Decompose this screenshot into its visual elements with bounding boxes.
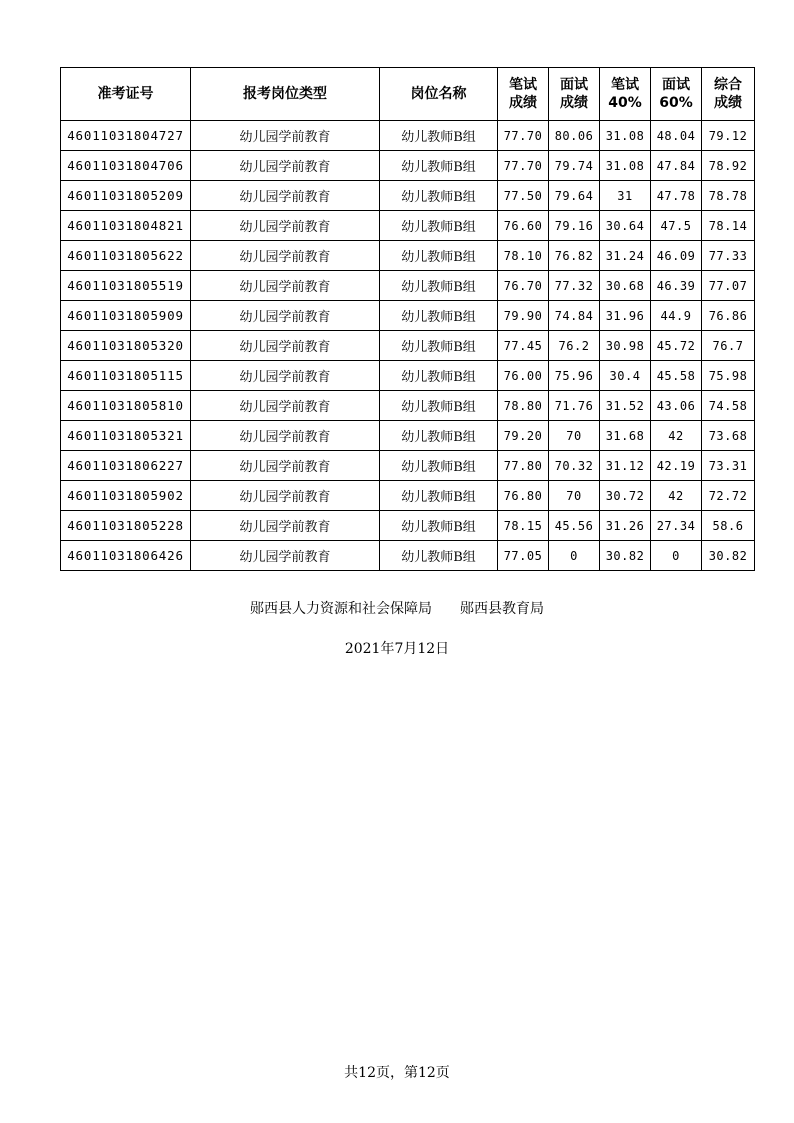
cell-interview-60: 48.04 [651, 121, 702, 151]
cell-interview-score: 70 [549, 421, 600, 451]
cell-written-40: 30.72 [600, 481, 651, 511]
cell-total-score: 77.07 [702, 271, 755, 301]
cell-interview-60: 42 [651, 481, 702, 511]
cell-post-name: 幼儿教师B组 [380, 301, 498, 331]
table-row [61, 361, 755, 391]
issue-date: 2021年7月12日 [344, 641, 450, 657]
cell-total-score: 72.72 [702, 481, 755, 511]
cell-written-score: 77.70 [498, 121, 549, 151]
cell-post-type: 幼儿园学前教育 [191, 421, 380, 451]
table-row [61, 211, 755, 241]
cell-exam-id: 46011031805320 [61, 331, 191, 361]
issuing-organizations [0, 598, 794, 618]
cell-interview-60: 44.9 [651, 301, 702, 331]
cell-interview-score: 77.32 [549, 271, 600, 301]
header-total-score: 综合 成绩 [702, 68, 755, 121]
cell-written-score: 77.70 [498, 151, 549, 181]
cell-exam-id: 46011031805909 [61, 301, 191, 331]
score-table [60, 67, 755, 571]
cell-written-40: 31 [600, 181, 651, 211]
cell-exam-id: 46011031805519 [61, 271, 191, 301]
cell-interview-score: 76.2 [549, 331, 600, 361]
cell-total-score: 76.86 [702, 301, 755, 331]
cell-interview-60: 46.09 [651, 241, 702, 271]
table-row [61, 331, 755, 361]
cell-total-score: 74.58 [702, 391, 755, 421]
cell-exam-id: 46011031804706 [61, 151, 191, 181]
cell-total-score: 78.14 [702, 211, 755, 241]
cell-interview-score: 79.64 [549, 181, 600, 211]
cell-post-type: 幼儿园学前教育 [191, 541, 380, 571]
cell-total-score: 78.78 [702, 181, 755, 211]
table-row [61, 391, 755, 421]
table-row [61, 481, 755, 511]
cell-interview-score: 70.32 [549, 451, 600, 481]
cell-total-score: 58.6 [702, 511, 755, 541]
cell-written-40: 31.24 [600, 241, 651, 271]
cell-post-name: 幼儿教师B组 [380, 361, 498, 391]
cell-post-name: 幼儿教师B组 [380, 511, 498, 541]
table-row [61, 181, 755, 211]
header-post-type: 报考岗位类型 [191, 68, 380, 121]
cell-written-score: 76.60 [498, 211, 549, 241]
cell-written-40: 30.68 [600, 271, 651, 301]
table-row [61, 541, 755, 571]
cell-post-name: 幼儿教师B组 [380, 481, 498, 511]
cell-interview-60: 47.5 [651, 211, 702, 241]
cell-written-40: 31.52 [600, 391, 651, 421]
cell-exam-id: 46011031805209 [61, 181, 191, 211]
cell-written-score: 79.90 [498, 301, 549, 331]
header-interview-score: 面试 成绩 [549, 68, 600, 121]
cell-written-score: 77.50 [498, 181, 549, 211]
cell-interview-score: 79.16 [549, 211, 600, 241]
cell-post-type: 幼儿园学前教育 [191, 121, 380, 151]
cell-written-40: 31.68 [600, 421, 651, 451]
cell-post-type: 幼儿园学前教育 [191, 151, 380, 181]
cell-interview-score: 80.06 [549, 121, 600, 151]
org-education-bureau: 郧西县教育局 [460, 601, 544, 617]
cell-interview-score: 74.84 [549, 301, 600, 331]
table-row [61, 301, 755, 331]
cell-interview-score: 71.76 [549, 391, 600, 421]
cell-interview-score: 79.74 [549, 151, 600, 181]
cell-written-40: 31.08 [600, 151, 651, 181]
cell-post-type: 幼儿园学前教育 [191, 451, 380, 481]
cell-total-score: 78.92 [702, 151, 755, 181]
cell-total-score: 73.68 [702, 421, 755, 451]
cell-interview-60: 42 [651, 421, 702, 451]
cell-written-40: 30.82 [600, 541, 651, 571]
cell-post-name: 幼儿教师B组 [380, 241, 498, 271]
table-row [61, 511, 755, 541]
cell-written-score: 78.80 [498, 391, 549, 421]
cell-exam-id: 46011031805810 [61, 391, 191, 421]
cell-interview-60: 47.78 [651, 181, 702, 211]
cell-total-score: 79.12 [702, 121, 755, 151]
cell-interview-score: 75.96 [549, 361, 600, 391]
header-interview-60: 面试 60% [651, 68, 702, 121]
cell-post-name: 幼儿教师B组 [380, 211, 498, 241]
cell-exam-id: 46011031804821 [61, 211, 191, 241]
cell-interview-60: 0 [651, 541, 702, 571]
table-row [61, 451, 755, 481]
table-row [61, 271, 755, 301]
cell-interview-60: 45.72 [651, 331, 702, 361]
cell-written-40: 31.26 [600, 511, 651, 541]
table-row [61, 121, 755, 151]
cell-written-score: 77.80 [498, 451, 549, 481]
cell-post-type: 幼儿园学前教育 [191, 211, 380, 241]
cell-written-40: 30.98 [600, 331, 651, 361]
cell-written-score: 77.05 [498, 541, 549, 571]
table-row [61, 421, 755, 451]
cell-post-type: 幼儿园学前教育 [191, 271, 380, 301]
table-header-row [61, 68, 755, 121]
cell-exam-id: 46011031804727 [61, 121, 191, 151]
cell-written-score: 77.45 [498, 331, 549, 361]
cell-written-40: 31.96 [600, 301, 651, 331]
cell-total-score: 77.33 [702, 241, 755, 271]
table-row [61, 241, 755, 271]
cell-interview-60: 46.39 [651, 271, 702, 301]
cell-post-type: 幼儿园学前教育 [191, 511, 380, 541]
cell-interview-score: 45.56 [549, 511, 600, 541]
cell-post-type: 幼儿园学前教育 [191, 241, 380, 271]
cell-post-type: 幼儿园学前教育 [191, 181, 380, 211]
cell-post-name: 幼儿教师B组 [380, 331, 498, 361]
cell-interview-60: 43.06 [651, 391, 702, 421]
cell-written-score: 76.70 [498, 271, 549, 301]
cell-exam-id: 46011031806426 [61, 541, 191, 571]
cell-written-40: 31.12 [600, 451, 651, 481]
cell-total-score: 73.31 [702, 451, 755, 481]
cell-post-type: 幼儿园学前教育 [191, 361, 380, 391]
cell-post-name: 幼儿教师B组 [380, 541, 498, 571]
cell-post-type: 幼儿园学前教育 [191, 481, 380, 511]
cell-post-type: 幼儿园学前教育 [191, 331, 380, 361]
cell-interview-score: 70 [549, 481, 600, 511]
cell-interview-score: 0 [549, 541, 600, 571]
cell-post-name: 幼儿教师B组 [380, 151, 498, 181]
cell-post-name: 幼儿教师B组 [380, 271, 498, 301]
cell-written-score: 76.80 [498, 481, 549, 511]
cell-post-type: 幼儿园学前教育 [191, 391, 380, 421]
cell-total-score: 76.7 [702, 331, 755, 361]
cell-exam-id: 46011031805115 [61, 361, 191, 391]
cell-total-score: 75.98 [702, 361, 755, 391]
cell-interview-60: 45.58 [651, 361, 702, 391]
header-post-name: 岗位名称 [380, 68, 498, 121]
cell-written-40: 30.4 [600, 361, 651, 391]
cell-exam-id: 46011031805622 [61, 241, 191, 271]
table-row [61, 151, 755, 181]
cell-written-score: 78.10 [498, 241, 549, 271]
table-body [61, 121, 755, 571]
cell-interview-60: 42.19 [651, 451, 702, 481]
cell-written-40: 30.64 [600, 211, 651, 241]
cell-post-name: 幼儿教师B组 [380, 121, 498, 151]
cell-post-name: 幼儿教师B组 [380, 421, 498, 451]
header-written-score: 笔试 成绩 [498, 68, 549, 121]
cell-written-40: 31.08 [600, 121, 651, 151]
cell-written-score: 78.15 [498, 511, 549, 541]
header-written-40: 笔试 40% [600, 68, 651, 121]
cell-exam-id: 46011031806227 [61, 451, 191, 481]
cell-post-name: 幼儿教师B组 [380, 451, 498, 481]
cell-post-type: 幼儿园学前教育 [191, 301, 380, 331]
cell-exam-id: 46011031805228 [61, 511, 191, 541]
cell-interview-60: 27.34 [651, 511, 702, 541]
page-number: 共12页，第12页 [344, 1065, 450, 1081]
cell-exam-id: 46011031805902 [61, 481, 191, 511]
cell-written-score: 79.20 [498, 421, 549, 451]
cell-written-score: 76.00 [498, 361, 549, 391]
cell-total-score: 30.82 [702, 541, 755, 571]
cell-interview-60: 47.84 [651, 151, 702, 181]
cell-interview-score: 76.82 [549, 241, 600, 271]
header-exam-id: 准考证号 [61, 68, 191, 121]
org-hrss-bureau: 郧西县人力资源和社会保障局 [250, 601, 432, 617]
cell-post-name: 幼儿教师B组 [380, 391, 498, 421]
cell-exam-id: 46011031805321 [61, 421, 191, 451]
cell-post-name: 幼儿教师B组 [380, 181, 498, 211]
